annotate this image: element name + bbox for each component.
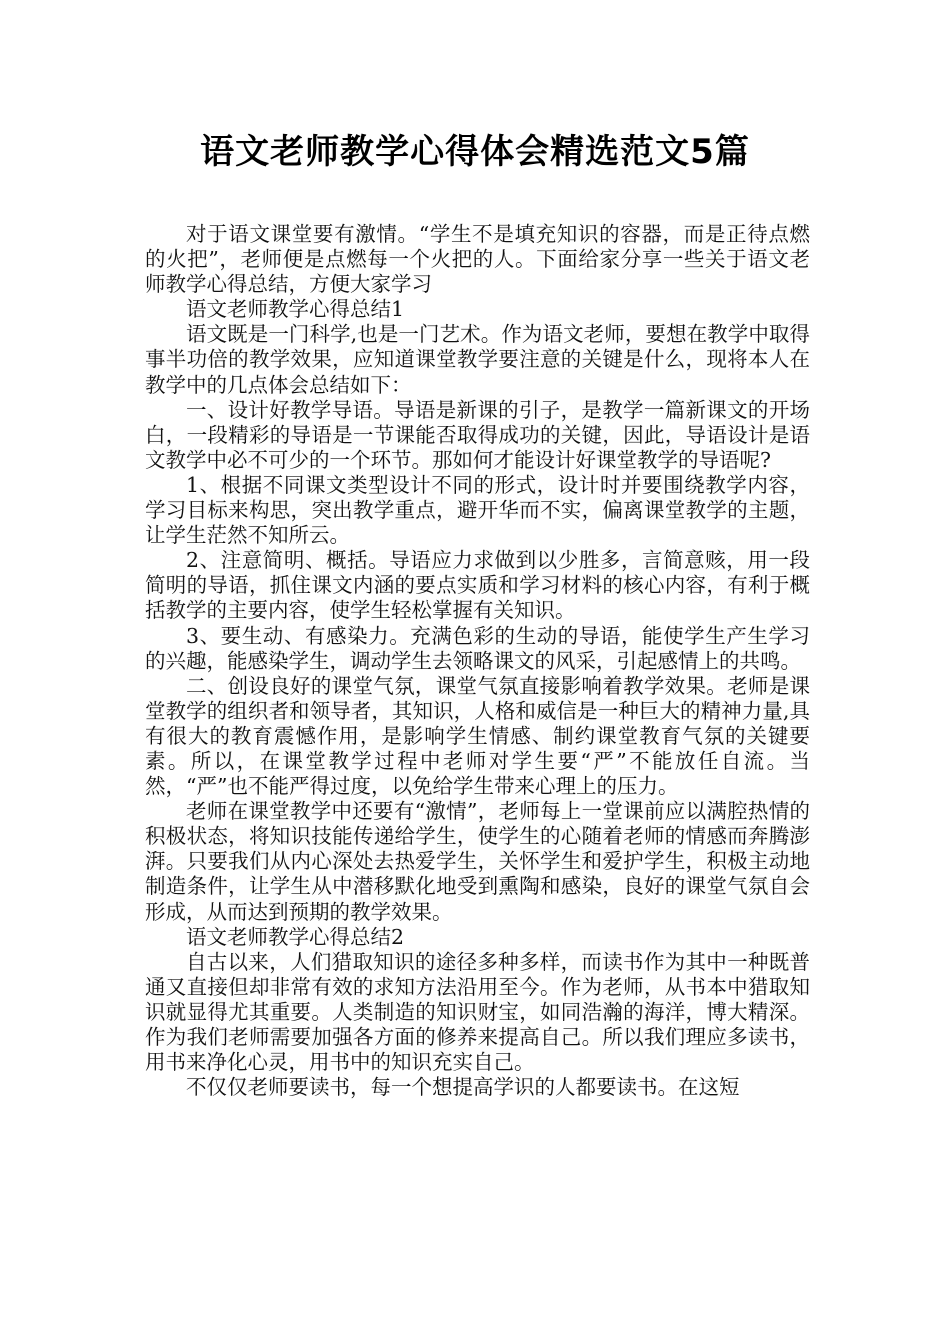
paragraph: 自古以来，人们猎取知识的途径多种多样，而读书作为其中一种既普通又直接但却非常有效的求知方法沿用至今。作为老师，从书本中猎取知识就显得尤其重要。人类制造的知识财宝，如同浩瀚的海洋，博大精深。作为我们老师需要加强各方面的修养来提高自己。所以我们理应多读书，用书来净化心灵，用书中的知识充实自己。	[145, 949, 810, 1075]
paragraph: 不仅仅老师要读书，每一个想提高学识的人都要读书。在这短	[186, 1075, 740, 1100]
paragraph: 二、创设良好的课堂气氛，课堂气氛直接影响着教学效果。老师是课堂教学的组织者和领导者，其知识，人格和威信是一种巨大的精神力量,具有很大的教育震憾作用，是影响学生情感、制约课堂教育气氛的关键要素。所以，在课堂教学过程中老师对学生要“严”不能放任自流。当然，“严”也不能严得过度，以免给学生带来心理上的压力。	[145, 673, 810, 799]
paragraph: 语文既是一门科学,也是一门艺术。作为语文老师，要想在教学中取得事半功倍的教学效果，应知道课堂教学要注意的关键是什么，现将本人在教学中的几点体会总结如下：	[145, 322, 810, 397]
paragraph: 一、设计好教学导语。导语是新课的引子，是教学一篇新课文的开场白，一段精彩的导语是一节课能否取得成功的关键，因此，导语设计是语文教学中必不可少的一个环节。那如何才能设计好课堂教学的导语呢?	[145, 397, 810, 472]
document-body	[145, 222, 810, 1100]
section-heading-1: 语文老师教学心得总结1	[186, 297, 405, 322]
paragraph-intro: 对于语文课堂要有激情。“学生不是填充知识的容器，而是正待点燃的火把”，老师便是点燃每一个火把的人。下面给家分享一些关于语文老师教学心得总结，方便大家学习	[145, 222, 810, 297]
paragraph: 1、根据不同课文类型设计不同的形式，设计时并要围绕教学内容，学习目标来构思，突出教学重点，避开华而不实，偏离课堂教学的主题，让学生茫然不知所云。	[145, 472, 810, 548]
paragraph: 老师在课堂教学中还要有“激情”，老师每上一堂课前应以满腔热情的积极状态，将知识技能传递给学生，使学生的心随着老师的情感而奔腾澎湃。只要我们从内心深处去热爱学生，关怀学生和爱护学生，积极主动地制造条件，让学生从中潜移默化地受到熏陶和感染，良好的课堂气氛自会形成，从而达到预期的教学效果。	[145, 799, 810, 924]
section-heading-2: 语文老师教学心得总结2	[186, 924, 405, 949]
paragraph: 3、要生动、有感染力。充满色彩的生动的导语，能使学生产生学习的兴趣，能感染学生，调动学生去领略课文的风采，引起感情上的共鸣。	[145, 623, 810, 673]
document-title: 语文老师教学心得体会精选范文5篇	[200, 132, 750, 172]
paragraph: 2、注意简明、概括。导语应力求做到以少胜多，言简意赅，用一段简明的导语，抓住课文内涵的要点实质和学习材料的核心内容，有利于概括教学的主要内容，使学生轻松掌握有关知识。	[145, 548, 810, 623]
